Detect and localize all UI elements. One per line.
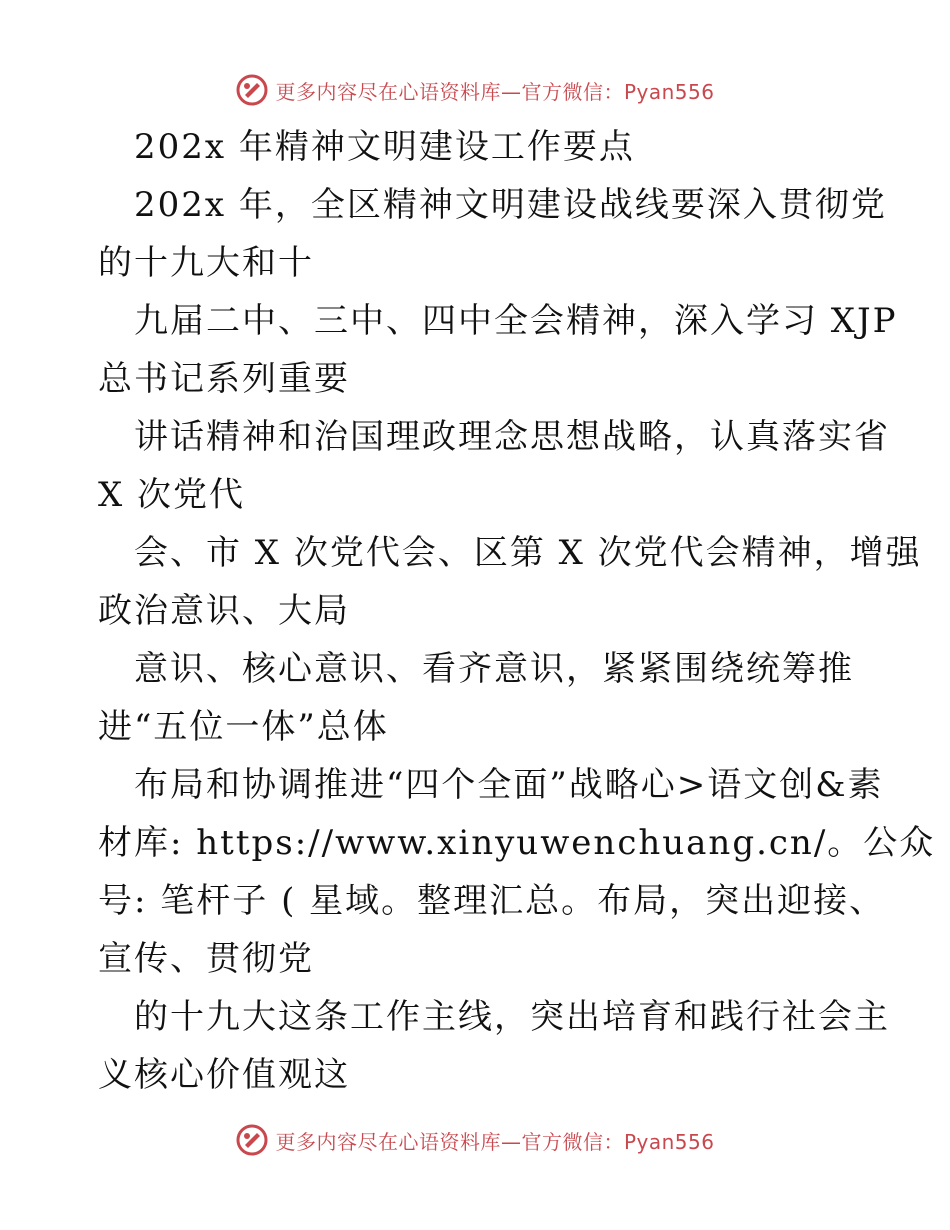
footer-watermark-text: 更多内容尽在心语资料库—官方微信：Pyan556 bbox=[275, 1129, 715, 1154]
header-watermark bbox=[0, 70, 950, 110]
logo-icon bbox=[235, 1123, 269, 1157]
logo-icon bbox=[235, 73, 269, 107]
doc-line: 的十九大这条工作主线，突出培育和践行社会主 bbox=[134, 997, 890, 1037]
doc-line: 总书记系列重要 bbox=[98, 359, 350, 399]
doc-line: 202x 年，全区精神文明建设战线要深入贯彻党 bbox=[134, 185, 887, 225]
doc-line: 的十九大和十 bbox=[98, 243, 314, 283]
doc-line: 材库: https://www.xinyuwenchuang.cn/。公众 bbox=[98, 823, 936, 863]
doc-line: 政治意识、大局 bbox=[98, 591, 350, 631]
doc-line: 号: 笔杆子 ( 星域。整理汇总。布局，突出迎接、 bbox=[98, 881, 886, 921]
doc-line: 进“五位一体”总体 bbox=[98, 707, 389, 747]
doc-line: 意识、核心意识、看齐意识，紧紧围绕统筹推 bbox=[134, 649, 854, 689]
doc-title: 202x 年精神文明建设工作要点 bbox=[134, 127, 635, 167]
doc-line: 会、市 X 次党代会、区第 X 次党代会精神，增强 bbox=[134, 533, 922, 573]
doc-line: 九届二中、三中、四中全会精神，深入学习 XJP bbox=[134, 301, 898, 341]
footer-watermark bbox=[0, 1120, 950, 1160]
doc-line: 布局和协调推进“四个全面”战略心>语文创&素 bbox=[134, 765, 884, 805]
doc-line: 宣传、贯彻党 bbox=[98, 939, 314, 979]
doc-line: X 次党代 bbox=[98, 475, 246, 515]
doc-line: 讲话精神和治国理政理念思想战略，认真落实省 bbox=[134, 417, 890, 457]
document-body bbox=[98, 118, 936, 1104]
header-watermark-text: 更多内容尽在心语资料库—官方微信：Pyan556 bbox=[275, 79, 715, 104]
doc-line: 义核心价值观这 bbox=[98, 1055, 350, 1095]
